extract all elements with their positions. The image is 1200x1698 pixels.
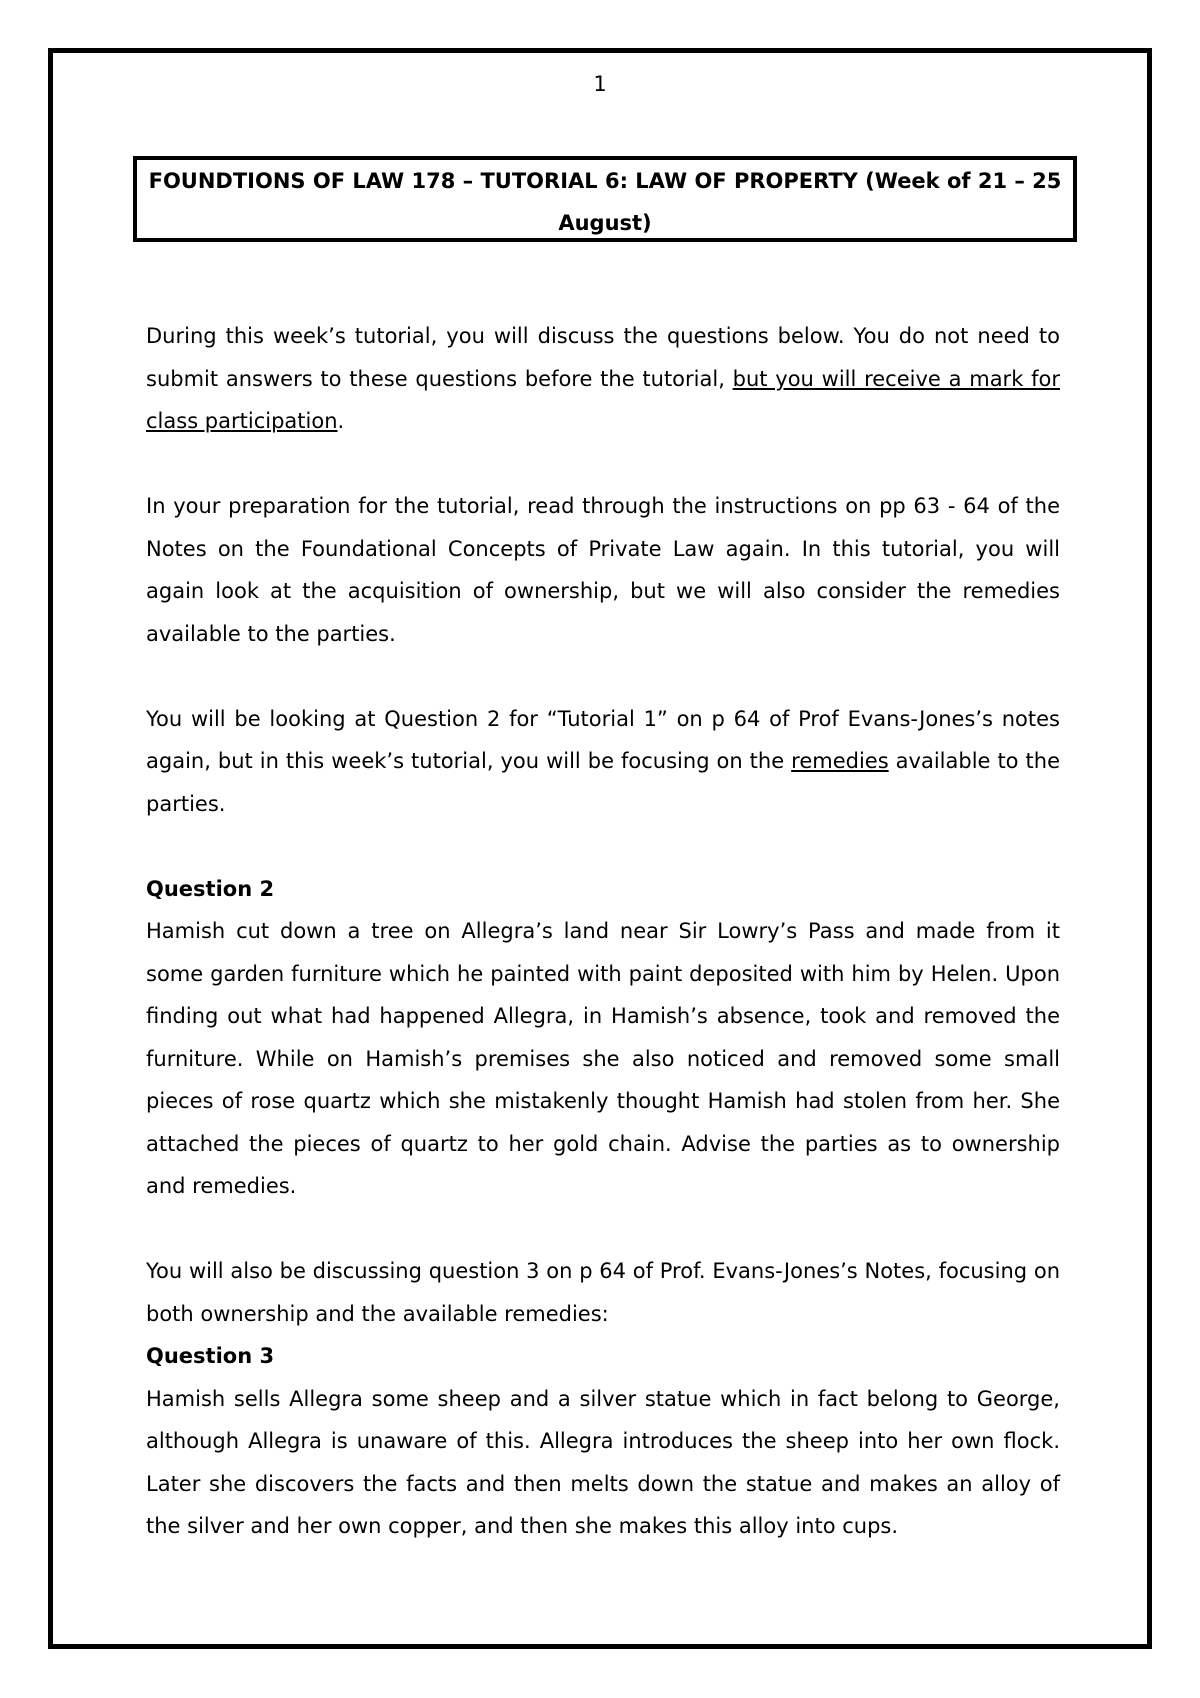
page-number: 1 <box>593 72 607 96</box>
preparation-paragraph: In your preparation for the tutorial, read through the instructions on pp 63 - 64 of the Notes on the Foundational Concepts of Private Law again. In this tutorial, you will again look at the acquisition of ownership, but we will also consider the remedies available to the parties. <box>146 494 1060 646</box>
looking-paragraph <box>146 698 1060 826</box>
intro-text-end: . <box>337 409 345 433</box>
question-3-heading: Question 3 <box>146 1344 275 1368</box>
document-body <box>146 315 1060 1548</box>
question-2-heading: Question 2 <box>146 876 275 901</box>
question-3-body: Hamish sells Allegra some sheep and a silver statue which in fact belong to George, although Allegra is unaware of this. Allegra introduces the sheep into her own flock. Later she discovers the facts and then melts down the statue and makes an alloy of the silver and her own copper, and then she makes this alloy into cups. <box>146 1386 1060 1538</box>
looking-text-end: available to the parties. <box>146 749 1060 816</box>
looking-underlined-text: remedies <box>791 749 889 773</box>
looking-text: You will be looking at Question 2 for “Tutorial 1” on p 64 of Prof Evans-Jones’s notes again, but in this week’s tutorial, you will be focusing on the <box>146 706 1060 773</box>
intro-underlined-text: but you will receive a mark for class participation <box>146 366 1060 433</box>
intro-text: During this week’s tutorial, you will discuss the questions below. You do not need to submit answers to these questions before the tutorial, <box>146 324 1060 391</box>
intro-paragraph <box>146 315 1060 443</box>
also-discussing-paragraph: You will also be discussing question 3 on p 64 of Prof. Evans-Jones’s Notes, focusing on both ownership and the available remedies: <box>146 1259 1060 1326</box>
document-title: FOUNDTIONS OF LAW 178 – TUTORIAL 6: LAW OF PROPERTY (Week of 21 – 25 August) <box>133 156 1077 242</box>
question-2-body: Hamish cut down a tree on Allegra’s land near Sir Lowry’s Pass and made from it some garden furniture which he painted with paint deposited with him by Helen. Upon finding out what had happened Allegra, in Hamish’s absence, took and removed the furniture. While on Hamish’s premises she also noticed and removed some small pieces of rose quartz which she mistakenly thought Hamish had stolen from her. She attached the pieces of quartz to her gold chain. Advise the parties as to ownership and remedies. <box>146 919 1060 1198</box>
